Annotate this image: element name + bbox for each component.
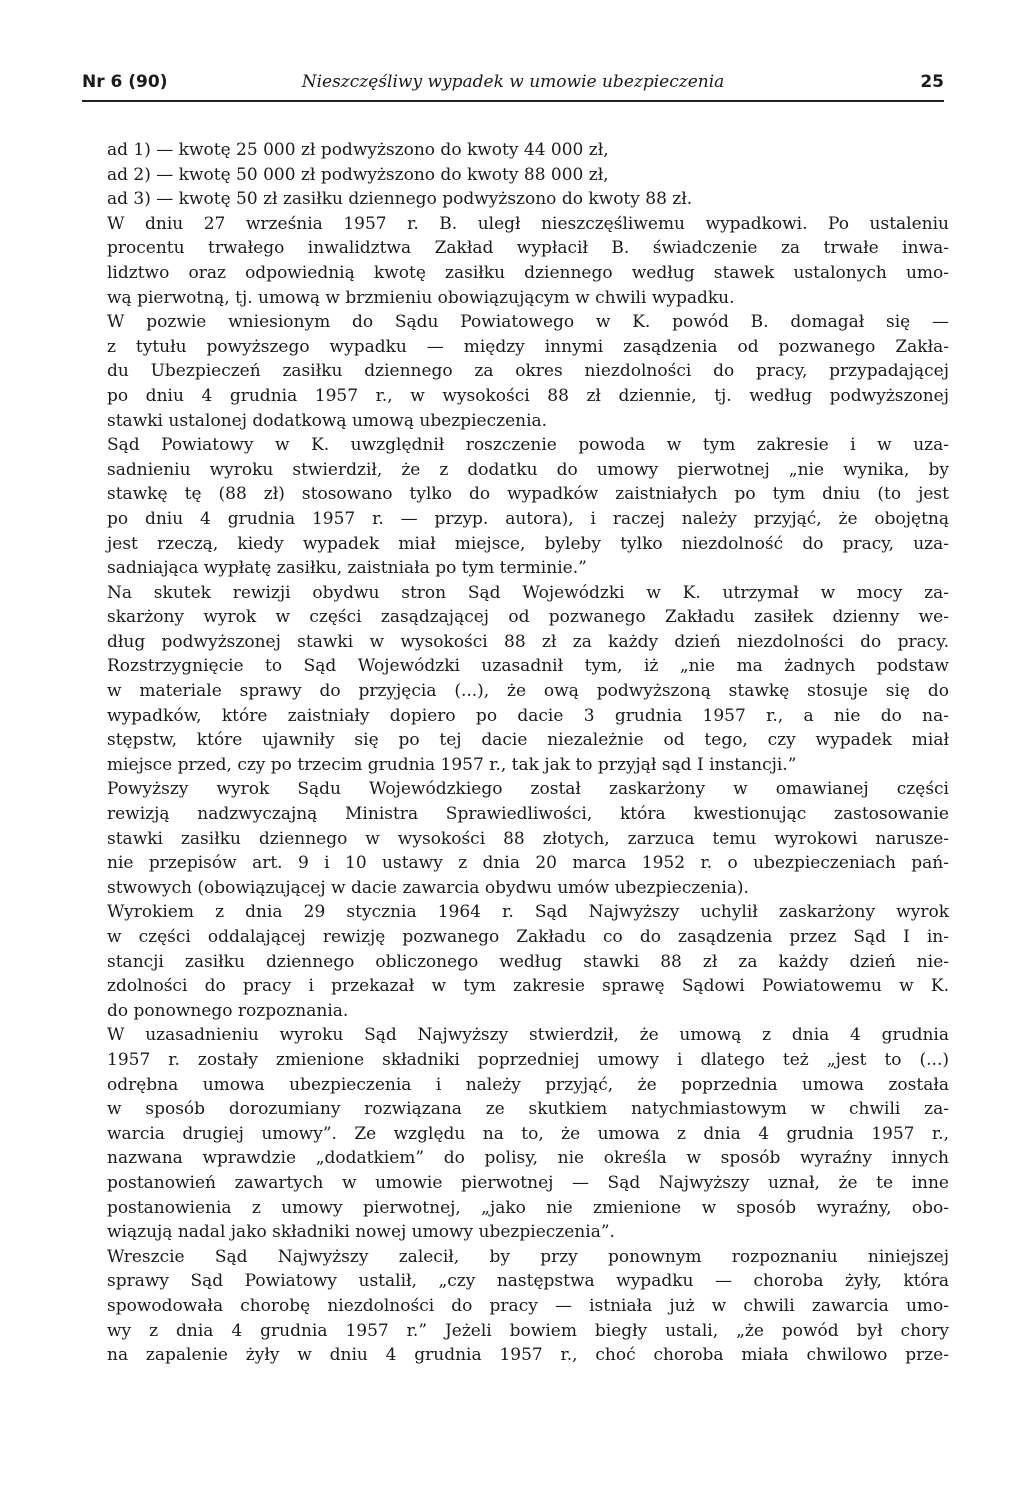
text-line: z tytułu powyższego wypadku — między innymi zasądzenia od pozwanego Zakła- xyxy=(107,336,949,357)
text-line: w sposób dorozumiany rozwiązana ze skutkiem natychmiastowym w chwili za- xyxy=(107,1099,949,1120)
text-line: ad 3) — kwotę 50 zł zasiłku dziennego podwyższono do kwoty 88 zł. xyxy=(107,189,693,210)
paragraph xyxy=(107,581,949,778)
paragraph xyxy=(107,1245,949,1368)
page-number: 25 xyxy=(920,72,944,92)
text-line: sadniająca wypłatę zasiłku, zaistniała po tym terminie.” xyxy=(107,558,587,579)
text-line: 1957 r. zostały zmienione składniki poprzedniej umowy i dlatego też „jest to (...) xyxy=(107,1049,949,1070)
text-line: wypadków, które zaistniały dopiero po dacie 3 grudnia 1957 r., a nie do na- xyxy=(107,705,949,726)
text-line: zdolności do pracy i przekazał w tym zakresie sprawę Sądowi Powiatowemu w K. xyxy=(107,976,949,997)
text-line: na zapalenie żyły w dniu 4 grudnia 1957 r., choć choroba miała chwilowo prze- xyxy=(107,1345,949,1366)
text-line: po dniu 4 grudnia 1957 r. — przyp. autora), i raczej należy przyjąć, że obojętną xyxy=(107,508,949,529)
issue-number: Nr 6 (90) xyxy=(82,72,168,92)
text-line: spowodowała chorobę niezdolności do pracy — istniała już w chwili zawarcia umo- xyxy=(107,1295,949,1316)
text-line: postanowień zawartych w umowie pierwotnej — Sąd Najwyższy uznał, że te inne xyxy=(107,1172,949,1193)
text-line: Rozstrzygnięcie to Sąd Wojewódzki uzasadnił tym, iż „nie ma żadnych podstaw xyxy=(107,656,949,677)
paragraph xyxy=(107,433,949,581)
article-body xyxy=(107,138,949,1368)
paragraph xyxy=(107,187,949,212)
paragraph xyxy=(107,138,949,163)
text-line: W dniu 27 września 1957 r. B. uległ nieszczęśliwemu wypadkowi. Po ustaleniu xyxy=(107,213,949,234)
text-line: Sąd Powiatowy w K. uwzględnił roszczenie powoda w tym zakresie i w uza- xyxy=(107,435,949,456)
text-line: stwowych (obowiązującej w dacie zawarcia obydwu umów ubezpieczenia). xyxy=(107,877,749,898)
text-line: rewizją nadzwyczajną Ministra Sprawiedliwości, która kwestionując zastosowanie xyxy=(107,804,949,825)
text-line: dług podwyższonej stawki w wysokości 88 zł za każdy dzień niezdolności do pracy. xyxy=(107,631,949,652)
text-line: w materiale sprawy do przyjęcia (...), że ową podwyższoną stawkę stosuje się do xyxy=(107,681,949,702)
paragraph xyxy=(107,163,949,188)
paragraph xyxy=(107,1023,949,1244)
text-line: lidztwo oraz odpowiednią kwotę zasiłku dziennego według stawek ustalonych umo- xyxy=(107,262,949,283)
paragraph xyxy=(107,212,949,310)
text-line: ad 1) — kwotę 25 000 zł podwyższono do kwoty 44 000 zł, xyxy=(107,140,609,160)
text-line: miejsce przed, czy po trzecim grudnia 1957 r., tak jak to przyjął sąd I instancji.” xyxy=(107,754,797,775)
text-line: wiązują nadal jako składniki nowej umowy ubezpieczenia”. xyxy=(107,1222,615,1243)
text-line: do ponownego rozpoznania. xyxy=(107,1000,349,1021)
text-line: Wreszcie Sąd Najwyższy zalecił, by przy ponownym rozpoznaniu niniejszej xyxy=(107,1246,949,1267)
text-line: W pozwie wniesionym do Sądu Powiatowego w K. powód B. domagał się — xyxy=(107,312,949,333)
text-line: stępstw, które ujawniły się po tej dacie niezależnie od tego, czy wypadek miał xyxy=(107,730,949,751)
text-line: po dniu 4 grudnia 1957 r., w wysokości 88 zł dziennie, tj. według podwyższonej xyxy=(107,385,949,406)
text-line: stawki zasiłku dziennego w wysokości 88 złotych, zarzuca temu wyrokowi narusze- xyxy=(107,828,949,849)
text-line: du Ubezpieczeń zasiłku dziennego za okres niezdolności do pracy, przypadającej xyxy=(107,361,949,382)
paragraph xyxy=(107,900,949,1023)
text-line: skarżony wyrok w części zasądzającej od pozwanego Zakładu zasiłek dzienny we- xyxy=(107,607,949,628)
text-line: ad 2) — kwotę 50 000 zł podwyższono do kwoty 88 000 zł, xyxy=(107,164,609,185)
text-line: warcia drugiej umowy”. Ze względu na to, że umowa z dnia 4 grudnia 1957 r., xyxy=(107,1123,949,1144)
text-line: W uzasadnieniu wyroku Sąd Najwyższy stwierdził, że umową z dnia 4 grudnia xyxy=(107,1025,949,1046)
text-line: stawkę tę (88 zł) stosowano tylko do wypadków zaistniałych po tym dniu (to jest xyxy=(107,484,949,505)
text-line: Na skutek rewizji obydwu stron Sąd Wojewódzki w K. utrzymał w mocy za- xyxy=(107,582,949,603)
running-header xyxy=(82,68,944,102)
text-line: wy z dnia 4 grudnia 1957 r.” Jeżeli bowiem biegły ustali, „że powód był chory xyxy=(107,1320,949,1341)
text-line: stawki ustalonej dodatkową umową ubezpieczenia. xyxy=(107,410,548,431)
text-line: sadnieniu wyroku stwierdził, że z dodatku do umowy pierwotnej „nie wynika, by xyxy=(107,459,949,480)
text-line: Powyższy wyrok Sądu Wojewódzkiego został zaskarżony w omawianej części xyxy=(107,779,949,800)
text-line: postanowienia z umowy pierwotnej, „jako nie zmienione w sposób wyraźny, obo- xyxy=(107,1197,949,1218)
text-line: odrębna umowa ubezpieczenia i należy przyjąć, że poprzednia umowa została xyxy=(107,1074,949,1095)
text-line: nazwana wprawdzie „dodatkiem” do polisy, nie określa w sposób wyraźny innych xyxy=(107,1148,949,1169)
running-title: Nieszczęśliwy wypadek w umowie ubezpieczenia xyxy=(301,72,725,92)
text-line: jest rzeczą, kiedy wypadek miał miejsce, byleby tylko niezdolność do pracy, uza- xyxy=(107,533,949,554)
text-line: procentu trwałego inwalidztwa Zakład wypłacił B. świadczenie za trwałe inwa- xyxy=(107,238,949,259)
text-line: w części oddalającej rewizję pozwanego Zakładu co do zasądzenia przez Sąd I in- xyxy=(107,927,949,947)
text-line: wą pierwotną, tj. umową w brzmieniu obowiązującym w chwili wypadku. xyxy=(107,287,735,308)
text-line: nie przepisów art. 9 i 10 ustawy z dnia 20 marca 1952 r. o ubezpieczeniach pań- xyxy=(107,853,949,874)
text-line: sprawy Sąd Powiatowy ustalił, „czy następstwa wypadku — choroba żyły, która xyxy=(107,1271,949,1292)
text-line: Wyrokiem z dnia 29 stycznia 1964 r. Sąd Najwyższy uchylił zaskarżony wyrok xyxy=(107,902,949,923)
paragraph xyxy=(107,310,949,433)
paragraph xyxy=(107,777,949,900)
text-line: stancji zasiłku dziennego obliczonego według stawki 88 zł za każdy dzień nie- xyxy=(107,951,949,972)
